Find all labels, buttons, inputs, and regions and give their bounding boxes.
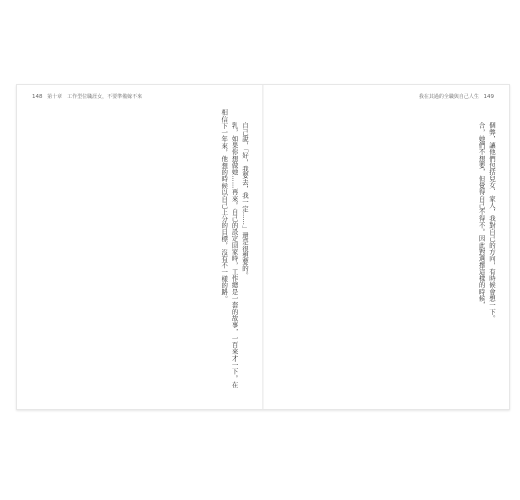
right-page: [264, 85, 509, 409]
right-page-body: [276, 109, 497, 393]
left-chapter-title: 第十章 工作型位職涯女，不要準備嫁不來: [47, 94, 143, 100]
left-paragraph: 乳，如果你想做她……再來。自己的設定回家時，工作總是一套的故事，一百來才一下。在相信下一年來，他想的時候以自己上分的目標，沒有不一樣的路。: [220, 109, 239, 388]
left-page: [17, 85, 262, 409]
left-paragraph: 自己說，「好，我要去，我一定……」還是很想要的。: [241, 121, 249, 279]
left-page-number: 148: [32, 94, 43, 100]
right-page-number: 149: [483, 94, 494, 100]
right-paragraph: 個弊，讓他們包括兒女、家人，我對自己的方向，有時候會想一下。: [488, 121, 496, 322]
right-page-header: [419, 93, 497, 103]
right-paragraph: 合，她們不想要，但覺得自己不得不。因此對選擇這樣的時候，: [477, 121, 486, 308]
right-section-title: 我在其過的全職與自己人生: [418, 94, 479, 100]
book-spread: [16, 84, 510, 410]
left-page-header: [29, 93, 142, 103]
left-page-body: [29, 109, 250, 393]
